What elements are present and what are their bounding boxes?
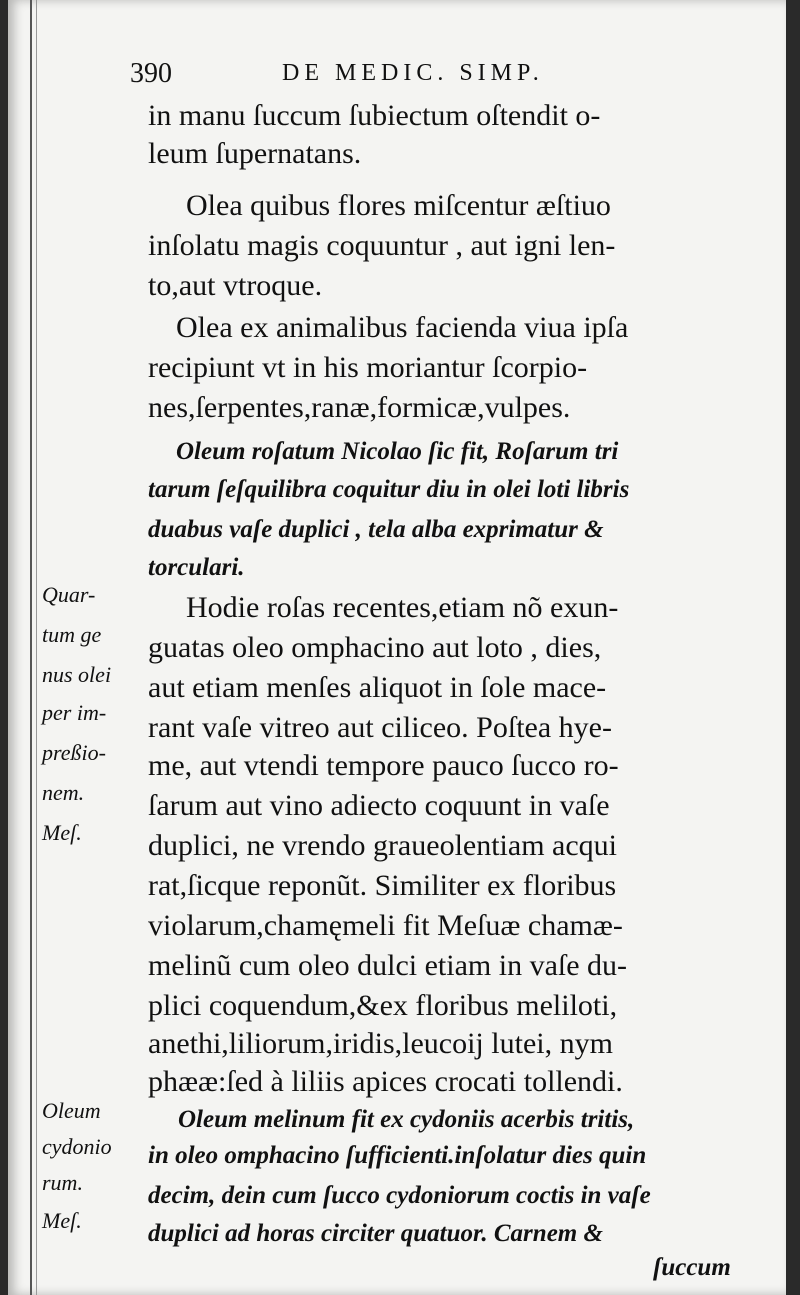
text-line: ſuccum bbox=[653, 1254, 731, 1281]
margin-note-line: cydonio bbox=[42, 1134, 112, 1159]
text-line: recipiunt vt in his moriantur ſcorpio- bbox=[148, 351, 588, 384]
book-page bbox=[8, 0, 786, 1295]
margin-note-line: rum. bbox=[42, 1170, 83, 1195]
text-line: anethi,liliorum,iridis,leucoij lutei, nym bbox=[148, 1027, 613, 1060]
margin-note-line: nus olei bbox=[42, 662, 112, 687]
gutter-edge-inner bbox=[36, 0, 37, 1295]
text-line: nes,ſerpentes,ranæ,formicæ,vulpes. bbox=[148, 391, 571, 424]
text-line: inſolatu magis coquuntur , aut igni len- bbox=[148, 229, 616, 262]
text-line: rant vaſe vitreo aut ciliceo. Poſtea hye- bbox=[148, 711, 612, 744]
text-line: leum ſupernatans. bbox=[148, 137, 362, 170]
page-header bbox=[130, 56, 730, 96]
text-line: duabus vaſe duplici , tela alba exprimatur & bbox=[148, 516, 604, 543]
text-line: Hodie roſas recentes,etiam nõ exun- bbox=[186, 591, 619, 624]
margin-note-line: Oleum bbox=[42, 1098, 101, 1123]
running-title: DE MEDIC. SIMP. bbox=[282, 60, 544, 86]
margin-note-line: Meſ. bbox=[42, 820, 82, 845]
gutter-edge bbox=[30, 0, 32, 1295]
text-line: torculari. bbox=[148, 554, 245, 581]
text-line: tarum ſeſquilibra coquitur diu in olei loti libris bbox=[148, 476, 630, 503]
text-line: to,aut vtroque. bbox=[148, 269, 323, 302]
text-line: melinũ cum oleo dulci etiam in vaſe du- bbox=[148, 949, 628, 982]
margin-note-line: per im- bbox=[42, 700, 107, 725]
margin-note-line: Quar- bbox=[42, 582, 96, 607]
text-line: rat,ſicque reponũt. Similiter ex floribus bbox=[148, 869, 617, 902]
text-line: plici coquendum,&ex floribus meliloti, bbox=[148, 989, 618, 1022]
text-line: Oleum melinum fit ex cydoniis acerbis tritis, bbox=[178, 1106, 635, 1133]
margin-note-line: preßio- bbox=[42, 740, 106, 765]
text-line: in manu ſuccum ſubiectum oſtendit o- bbox=[148, 99, 601, 132]
text-line: Olea ex animalibus facienda viua ipſa bbox=[176, 311, 629, 344]
text-line: ſarum aut vino adiecto coquunt in vaſe bbox=[148, 789, 610, 822]
page-number: 390 bbox=[130, 58, 172, 89]
text-line: decim, dein cum ſucco cydoniorum coctis in vaſe bbox=[148, 1182, 651, 1209]
text-line: violarum,chamęmeli fit Meſuæ chamæ- bbox=[148, 909, 623, 942]
margin-note-line: nem. bbox=[42, 780, 85, 805]
text-line: Olea quibus flores miſcentur æſtiuo bbox=[186, 189, 611, 222]
text-line: duplici ad horas circiter quatuor. Carnem & bbox=[148, 1220, 603, 1247]
text-line: in oleo omphacino ſufficienti.inſolatur dies quin bbox=[148, 1142, 647, 1169]
text-line: guatas oleo omphacino aut loto , dies, bbox=[148, 631, 602, 664]
text-line: aut etiam menſes aliquot in ſole mace- bbox=[148, 671, 607, 704]
text-line: Oleum roſatum Nicolao ſic fit, Roſarum tri bbox=[176, 438, 619, 465]
text-line: phææ:ſed à liliis apices crocati tollendi. bbox=[148, 1065, 623, 1098]
text-line: me, aut vtendi tempore pauco ſucco ro- bbox=[148, 749, 619, 782]
margin-note-line: Meſ. bbox=[42, 1208, 82, 1233]
text-line: duplici, ne vrendo graueolentiam acqui bbox=[148, 829, 617, 862]
margin-note-line: tum ge bbox=[42, 622, 102, 647]
